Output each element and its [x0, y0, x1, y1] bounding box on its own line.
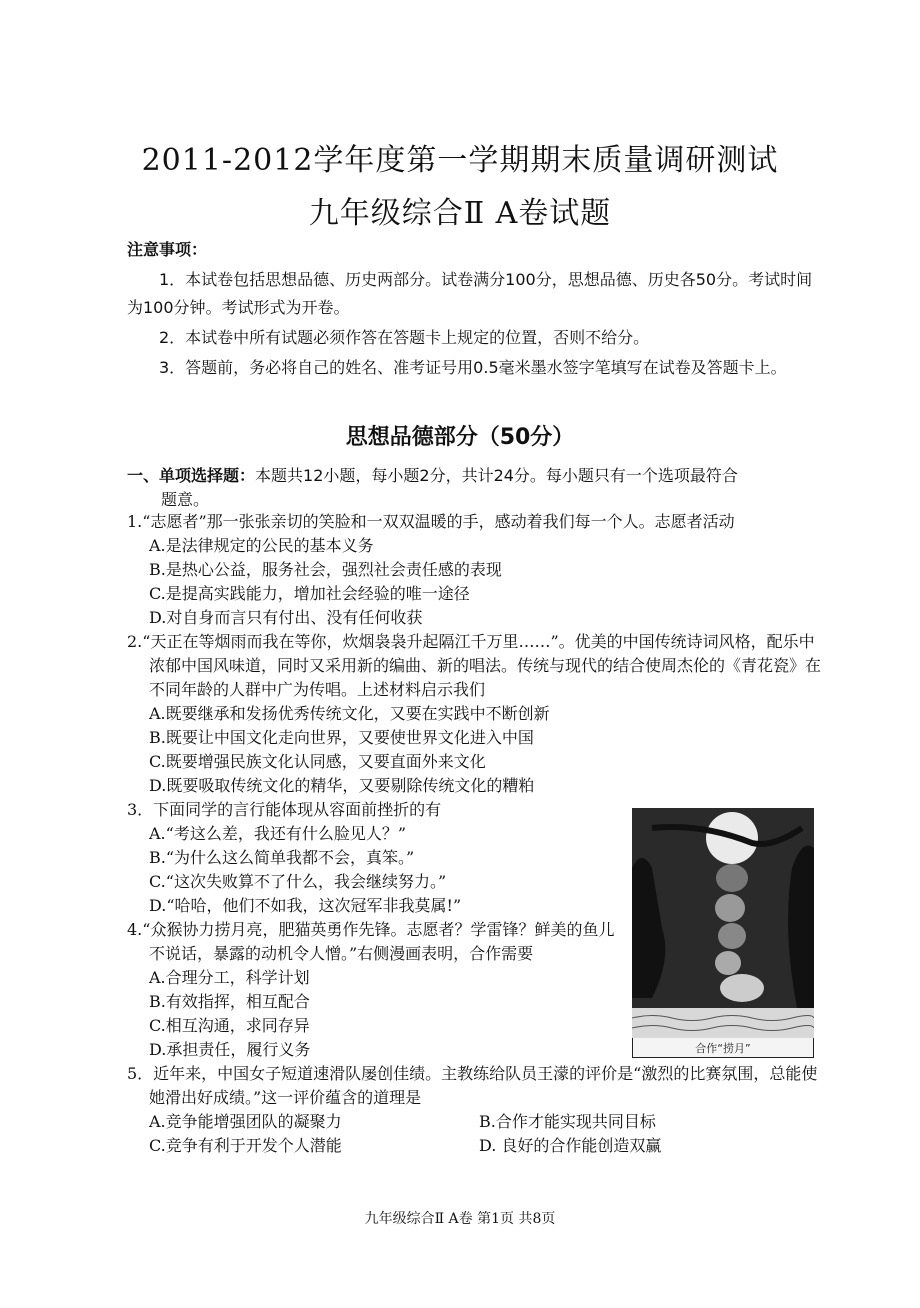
option-b: B.“为什么这么简单我都不会，真笨。”: [149, 848, 415, 867]
option-c: C.既要增强民族文化认同感，又要直面外来文化: [149, 752, 486, 771]
exam-subtitle: 九年级综合Ⅱ A卷试题: [308, 196, 612, 231]
option-d: D.“哈哈，他们不如我，这次冠军非我莫属!”: [149, 896, 462, 915]
question-4: [127, 918, 627, 1062]
page-footer: 九年级综合Ⅱ A卷 第1页 共8页: [364, 1211, 556, 1227]
option-b: B.有效指挥，相互配合: [149, 992, 310, 1011]
question-stem: 4.“众猴协力捞月亮，肥猫英勇作先锋。志愿者？学雷锋？鲜美的鱼儿不说话，暴露的动机令人憎。”右侧漫画表明，合作需要: [127, 920, 615, 963]
option-d: D.既要吸取传统文化的精华，又要剔除传统文化的糟粕: [149, 776, 535, 795]
options-row: [127, 1110, 827, 1134]
option-a: A.“考这么差，我还有什么脸见人？”: [149, 824, 407, 843]
section-instructions: [127, 464, 827, 512]
question-5: [127, 1062, 827, 1158]
option-c: C.“这次失败算不了什么，我会继续努力。”: [149, 872, 447, 891]
question-1: [127, 510, 827, 630]
option-a: A.竞争能增强团队的凝聚力: [149, 1112, 342, 1131]
option-b: B.是热心公益，服务社会，强烈社会责任感的表现: [149, 560, 502, 579]
option-c: C.是提高实践能力，增加社会经验的唯一途径: [149, 584, 470, 603]
option-d: D.对自身而言只有付出、没有任何收获: [149, 608, 423, 627]
cartoon-image: [632, 808, 814, 1058]
option-a: A.既要继承和发扬优秀传统文化，又要在实践中不断创新: [149, 704, 550, 723]
option-b: B.合作才能实现共同目标: [479, 1112, 656, 1131]
question-2: [127, 630, 827, 798]
question-stem: 1.“志愿者”那一张张亲切的笑脸和一双双温暖的手，感动着我们每一个人。志愿者活动: [127, 512, 735, 531]
question-stem: 3．下面同学的言行能体现从容面前挫折的有: [127, 800, 442, 819]
cartoon-caption: 合作“捞月”: [695, 1042, 751, 1055]
notes-heading: 注意事项：: [127, 240, 208, 259]
instruction-text: 本题共12小题，每小题2分，共计24分。每小题只有一个选项最符合: [255, 466, 738, 485]
option-a: A.合理分工，科学计划: [149, 968, 310, 987]
option-d: D. 良好的合作能创造双赢: [479, 1136, 662, 1155]
option-c: C.竞争有利于开发个人潜能: [149, 1136, 342, 1155]
instruction-number: 一、: [127, 466, 160, 485]
section-title: 思想品德部分（50分）: [345, 425, 575, 450]
notes-block: [127, 236, 827, 384]
option-d: D.承担责任，履行义务: [149, 1040, 311, 1059]
note-item: 2．本试卷中所有试题必须作答在答题卡上规定的位置，否则不给分。: [159, 328, 650, 347]
note-item: 3．答题前，务必将自己的姓名、准考证号用0.5毫米墨水签字笔填写在试卷及答题卡上。: [159, 358, 787, 377]
option-a: A.是法律规定的公民的基本义务: [149, 536, 374, 555]
question-stem: 2.“天正在等烟雨而我在等你，炊烟袅袅升起隔江千万里……”。优美的中国传统诗词风格，配乐中浓郁中国风味道，同时又采用新的编曲、新的唱法。传统与现代的结合使周杰伦的《青花瓷》在不同年龄的人群中广为传唱。上述材料启示我们: [127, 632, 822, 699]
instruction-lead: 单项选择题：: [159, 466, 256, 485]
question-stem: 5．近年来，中国女子短道速滑队屡创佳绩。主教练给队员王濛的评价是“激烈的比赛氛围，总能使她滑出好成绩。”这一评价蕴含的道理是: [127, 1064, 818, 1107]
option-b: B.既要让中国文化走向世界，又要使世界文化进入中国: [149, 728, 534, 747]
cartoon-illustration: [632, 808, 814, 1058]
instruction-continuation: 题意。: [161, 490, 210, 509]
option-c: C.相互沟通，求同存异: [149, 1016, 310, 1035]
exam-title: 2011-2012学年度第一学期期末质量调研测试: [141, 143, 779, 178]
options-row: [127, 1134, 827, 1158]
note-item: 1．本试卷包括思想品德、历史两部分。试卷满分100分，思想品德、历史各50分。考试时间为100分钟。考试形式为开卷。: [127, 270, 813, 317]
